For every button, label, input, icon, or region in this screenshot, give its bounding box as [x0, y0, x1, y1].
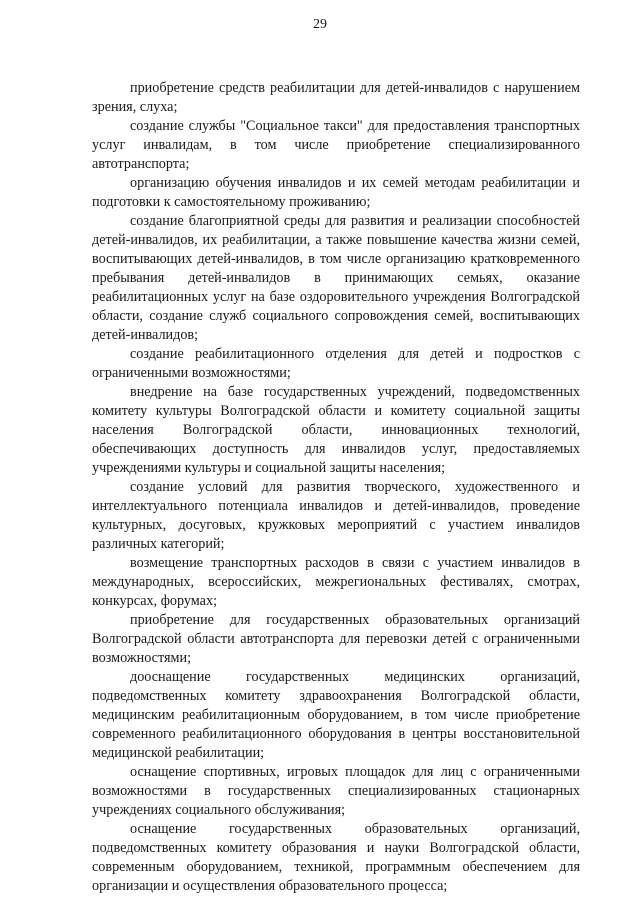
paragraph-training: организацию обучения инвалидов и их семей методам реабилитации и подготовки к самостоятельному проживанию;	[92, 175, 580, 210]
paragraph-rehab-department: создание реабилитационного отделения для детей и подростков с ограниченными возможностями;	[92, 346, 580, 381]
paragraph-transport-expenses: возмещение транспортных расходов в связи с участием инвалидов в международных, всероссийских, межрегиональных фестивалях, смотрах, конкурсах, форумах;	[92, 555, 580, 609]
paragraph-creative-conditions: создание условий для развития творческого, художественного и интеллектуального потенциала инвалидов и детей-инвалидов, проведение культурных, досуговых, кружковых мероприятий с участием инвалидов различных категорий;	[92, 479, 580, 552]
document-body	[92, 79, 580, 896]
page-number: 29	[313, 17, 327, 32]
paragraph-rehab-equipment: приобретение средств реабилитации для детей-инвалидов с нарушением зрения, слуха;	[92, 80, 580, 115]
paragraph-medical-equipment: дооснащение государственных медицинских организаций, подведомственных комитету здравоохранения Волгоградской области, медицинским реабилитационным оборудованием, в том числе приобретение современного реабилитационного оборудования в центры восстановительной медицинской реабилитации;	[92, 669, 580, 761]
paragraph-education-equipment: оснащение государственных образовательных организаций, подведомственных комитету образования и науки Волгоградской области, современным оборудованием, техникой, программным обеспечением для организации и осуществления образовательного процесса;	[92, 821, 580, 894]
paragraph-sports-grounds: оснащение спортивных, игровых площадок для лиц с ограниченными возможностями в государственных специализированных стационарных учреждениях социального обслуживания;	[92, 764, 580, 818]
paragraph-innovative-technologies: внедрение на базе государственных учреждений, подведомственных комитету культуры Волгоградской области и комитету социальной защиты населения Волгоградской области, инновационных технологий, обеспечивающих доступность для инвалидов услуг, предоставляемых учреждениями культуры и социальной защиты населения;	[92, 384, 580, 476]
paragraph-school-transport: приобретение для государственных образовательных организаций Волгоградской области автотранспорта для перевозки детей с ограниченными возможностями;	[92, 612, 580, 666]
paragraph-favorable-environment: создание благоприятной среды для развития и реализации способностей детей-инвалидов, их реабилитации, а также повышение качества жизни семей, воспитывающих детей-инвалидов, в том числе организацию кратковременного пребывания детей-инвалидов в принимающих семьях, оказание реабилитационных услуг на базе оздоровительного учреждения Волгоградской области, создание служб социального сопровождения семей, воспитывающих детей-инвалидов;	[92, 213, 580, 343]
paragraph-social-taxi: создание службы "Социальное такси" для предоставления транспортных услуг инвалидам, в том числе приобретение специализированного автотранспорта;	[92, 118, 580, 172]
